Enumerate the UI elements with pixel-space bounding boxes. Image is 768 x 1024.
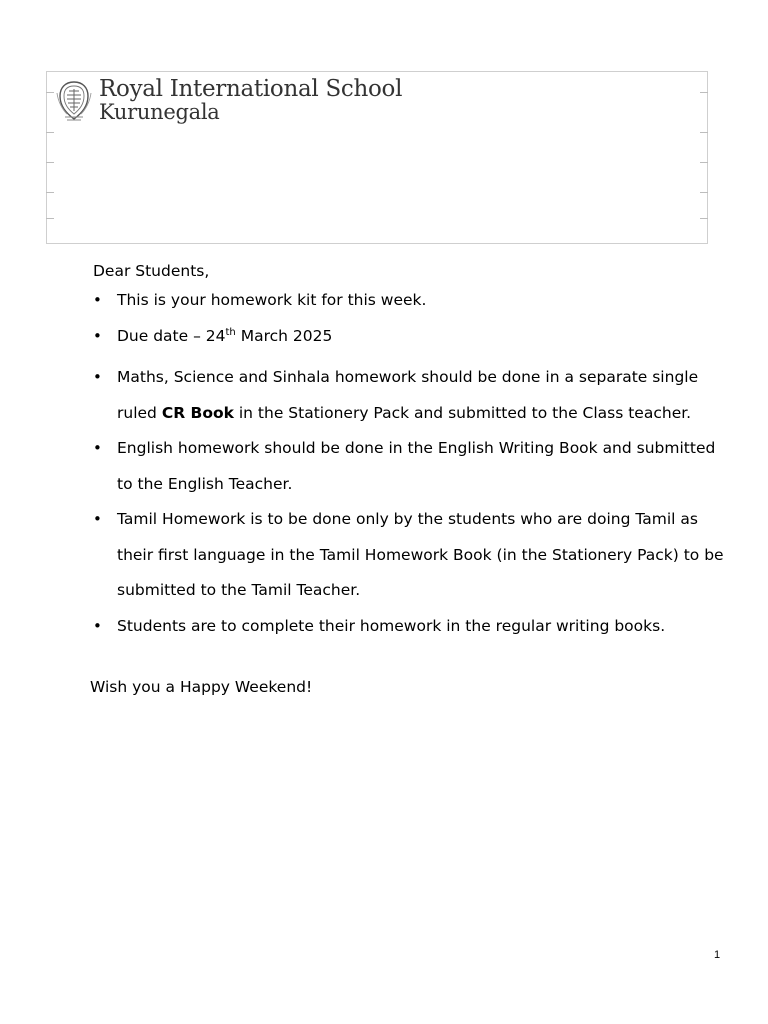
list-item	[93, 431, 733, 502]
school-crest-icon	[55, 79, 93, 123]
greeting: Dear Students,	[93, 262, 210, 280]
school-name	[99, 78, 402, 123]
instruction-list	[93, 288, 733, 644]
school-name-line2: Kurunegala	[99, 100, 220, 124]
letterhead-box	[46, 71, 708, 244]
cr-book-emphasis: CR Book	[161, 403, 234, 422]
list-item	[93, 609, 733, 645]
list-item	[93, 502, 733, 609]
border-tick	[46, 92, 54, 93]
border-tick	[700, 162, 708, 163]
due-date-suffix: March 2025	[235, 327, 333, 345]
list-item	[93, 288, 733, 312]
due-date-prefix: Due date – 24	[117, 327, 226, 345]
page-number: 1	[714, 949, 721, 961]
border-tick	[46, 192, 54, 193]
school-name-line1: Royal International School	[99, 76, 403, 102]
school-logo	[55, 78, 402, 123]
border-tick	[700, 192, 708, 193]
list-item-text: Maths, Science and Sinhala homework should be done in a separate single ruled	[117, 368, 699, 422]
border-tick	[700, 218, 708, 219]
list-item	[93, 324, 733, 348]
list-item-text: in the Stationery Pack and submitted to the Class teacher.	[233, 403, 692, 422]
list-item-text: Students are to complete their homework in the regular writing books.	[117, 616, 666, 635]
border-tick	[46, 132, 54, 133]
list-item-text: Tamil Homework is to be done only by the students who are doing Tamil as their first language in the Tamil Homework Book (in the Stationery Pack) to be submitted to the Tamil Teacher.	[117, 510, 724, 599]
due-date-superscript: th	[225, 326, 236, 338]
border-tick	[46, 218, 54, 219]
border-tick	[700, 132, 708, 133]
list-item	[93, 360, 733, 431]
border-tick	[46, 162, 54, 163]
border-tick	[700, 92, 708, 93]
list-item-text: This is your homework kit for this week.	[117, 291, 427, 309]
list-item-text: English homework should be done in the English Writing Book and submitted to the English Teacher.	[117, 439, 716, 493]
closing-line: Wish you a Happy Weekend!	[90, 678, 313, 696]
